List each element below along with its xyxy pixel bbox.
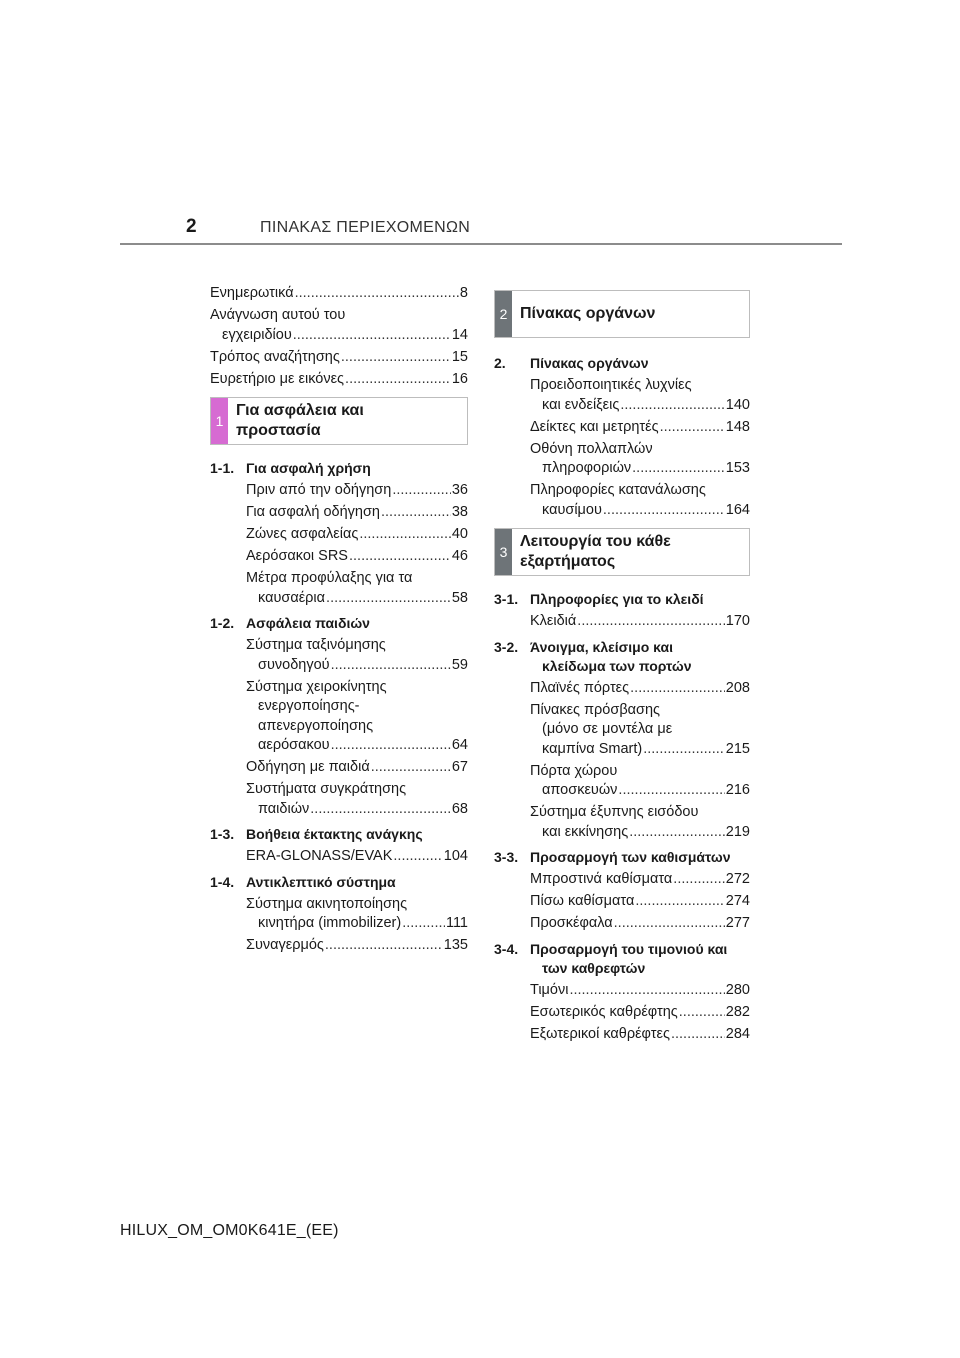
toc-entry-label: καμπίνα Smart) (542, 740, 643, 757)
toc-page-number: 164 (725, 501, 750, 518)
dot-leader (603, 501, 725, 521)
toc-heading-3-1[interactable]: 3-1. Πληροφορίες για το κλειδί (494, 591, 704, 607)
dot-leader (635, 892, 724, 912)
dot-leader (673, 870, 725, 890)
toc-entry-label: αποσκευών (542, 782, 618, 798)
toc-entry[interactable] (530, 612, 750, 632)
toc-entry[interactable] (210, 306, 468, 345)
toc-page-number: 36 (451, 482, 468, 498)
toc-entry-label: Τρόπος αναζήτησης (210, 348, 340, 365)
toc-page-number: 219 (725, 823, 750, 840)
toc-entry[interactable] (530, 914, 750, 934)
toc-heading-3-4[interactable]: 3-4. Προσαρμογή του τιμονιού και των καθρεφτών (494, 940, 728, 976)
toc-items-3-3 (494, 870, 750, 934)
toc-page-number: 153 (725, 460, 750, 476)
dot-leader (643, 740, 725, 760)
dot-leader (326, 589, 451, 609)
toc-entry-label: καυσίμου (542, 501, 602, 518)
section-3-banner[interactable] (494, 528, 750, 576)
toc-entry-label: Οδήγηση με παιδιά (246, 759, 370, 775)
toc-heading-3-3[interactable]: 3-3. Προσαρμογή των καθισμάτων (494, 849, 731, 865)
toc-entry-label: και εκκίνησης (542, 823, 629, 840)
toc-entry-text: Πίνακες πρόσβασης (530, 701, 661, 718)
toc-page-number: 170 (725, 613, 750, 629)
toc-entry-text: Σύστημα ταξινόμησης (246, 637, 386, 653)
toc-items-3-4 (494, 981, 750, 1045)
toc-entry-text: Σύστημα έξυπνης εισόδου (530, 804, 699, 820)
toc-entry[interactable] (246, 547, 468, 567)
toc-entry-label: εγχειριδίου (222, 326, 292, 343)
toc-entry[interactable] (210, 370, 468, 390)
section-1-banner[interactable] (210, 397, 468, 445)
toc-entry-text: Πληροφορίες κατανάλωσης (530, 482, 706, 498)
toc-entry-label: ERA-GLONASS/EVAK (246, 848, 393, 864)
toc-entry[interactable] (530, 440, 750, 479)
toc-entry[interactable] (530, 870, 750, 890)
dot-leader (331, 736, 451, 756)
toc-page-number: 40 (451, 526, 468, 542)
toc-page-number: 274 (725, 893, 750, 909)
section-1-title: Για ασφάλεια και προστασία (236, 402, 364, 439)
section-2-title: Πίνακας οργάνων (520, 305, 656, 322)
toc-entry-label: συνοδηγού (258, 656, 330, 673)
toc-page-number: 38 (451, 504, 468, 520)
toc-items-3-2 (494, 679, 750, 843)
toc-entry[interactable] (530, 1025, 750, 1045)
toc-entry[interactable] (210, 284, 468, 304)
toc-entry-label: Πίσω καθίσματα (530, 893, 635, 909)
section-1-tab: 1 (211, 398, 228, 444)
toc-entry[interactable] (530, 418, 750, 438)
toc-entry[interactable] (246, 895, 468, 934)
toc-entry-label: Συναγερμός (246, 937, 324, 953)
toc-page-number: 58 (451, 589, 468, 606)
section-2-banner[interactable] (494, 290, 750, 338)
dot-leader (630, 679, 725, 699)
dot-leader (679, 1003, 725, 1023)
dot-leader (618, 781, 724, 801)
toc-entry-label: Ζώνες ασφαλείας (246, 526, 359, 542)
toc-heading-1-1[interactable]: 1-1. Για ασφαλή χρήση (210, 460, 371, 476)
toc-entry[interactable] (246, 569, 468, 608)
toc-entry-label: και ενδείξεις (542, 396, 620, 413)
toc-entry[interactable] (530, 892, 750, 912)
toc-items-1-1 (210, 481, 468, 608)
toc-heading-3-2[interactable]: 3-2. Άνοιγμα, κλείσιμο και κλείδωμα των πορτών (494, 638, 692, 674)
toc-heading-1-2[interactable]: 1-2. Ασφάλεια παιδιών (210, 615, 370, 631)
toc-entry-text: Οθόνη πολλαπλών (530, 440, 653, 457)
toc-entry-label: Εσωτερικός καθρέφτης (530, 1003, 678, 1020)
toc-entry-label: Ευρετήριο με εικόνες (210, 370, 345, 387)
toc-page-number: 140 (725, 396, 750, 413)
toc-entry[interactable] (530, 679, 750, 699)
toc-entry[interactable] (246, 758, 468, 778)
toc-entry-text: Σύστημα χειροκίνητης (246, 678, 387, 695)
toc-entry-text: Πόρτα χώρου (530, 762, 618, 779)
toc-entry[interactable] (210, 348, 468, 368)
toc-entry-label: Πριν από την οδήγηση (246, 482, 392, 498)
dot-leader (359, 525, 451, 545)
toc-entry-label: καυσαέρια (258, 589, 326, 606)
dot-leader (371, 758, 451, 778)
toc-entry[interactable] (246, 780, 468, 819)
toc-heading-1-4[interactable]: 1-4. Αντικλεπτικό σύστημα (210, 873, 396, 890)
toc-page-number: 104 (443, 848, 468, 864)
page-header (120, 216, 842, 246)
toc-entry-label: Αερόσακοι SRS (246, 548, 348, 564)
toc-entry[interactable] (530, 1003, 750, 1023)
dot-leader (660, 418, 725, 438)
toc-items-3-1 (494, 612, 750, 632)
toc-entry[interactable] (246, 678, 468, 756)
toc-page-number: 59 (451, 656, 468, 673)
toc-entry[interactable] (246, 503, 468, 523)
page-number: 2 (186, 216, 197, 237)
section-2-tab: 2 (495, 291, 512, 337)
toc-page-number: 148 (725, 418, 750, 435)
toc-page-number: 215 (725, 740, 750, 757)
toc-page-number: 282 (725, 1003, 750, 1020)
toc-entry-label: Εξωτερικοί καθρέφτες (530, 1025, 670, 1042)
header-divider (120, 243, 842, 245)
toc-intro (210, 284, 468, 389)
toc-entry-text: ενεργοποίησης- (258, 698, 360, 714)
toc-page-number: 277 (725, 915, 750, 931)
toc-page-number: 280 (725, 981, 750, 998)
toc-heading-1-3[interactable]: 1-3. Βοήθεια έκτακτης ανάγκης (210, 826, 423, 842)
toc-entry[interactable] (530, 701, 750, 760)
toc-entry-text: (μόνο σε μοντέλα με (542, 721, 673, 737)
toc-right-column (494, 290, 750, 1047)
dot-leader (614, 914, 725, 934)
toc-items-1-2 (210, 636, 468, 819)
toc-page-number: 68 (451, 800, 468, 817)
dot-leader (310, 800, 451, 820)
toc-page-number: 15 (451, 348, 468, 365)
section-3-tab: 3 (495, 529, 512, 575)
toc-items-1-3 (210, 847, 468, 867)
toc-entry[interactable] (246, 481, 468, 501)
toc-entry[interactable] (530, 803, 750, 842)
toc-page-number: 111 (445, 915, 468, 931)
toc-page-number: 135 (443, 937, 468, 953)
dot-leader (392, 481, 451, 501)
toc-entry[interactable] (246, 636, 468, 675)
dot-leader (629, 823, 725, 843)
toc-items-1-4 (210, 895, 468, 956)
dot-leader (402, 914, 445, 934)
toc-entry-text: Σύστημα ακινητοποίησης (246, 895, 408, 912)
toc-page-number: 216 (725, 782, 750, 798)
toc-page-number: 208 (725, 679, 750, 696)
toc-entry-text: Προειδοποιητικές λυχνίες (530, 377, 692, 393)
toc-entry[interactable] (530, 981, 750, 1001)
dot-leader (341, 348, 451, 368)
dot-leader (569, 981, 724, 1001)
dot-leader (671, 1025, 725, 1045)
toc-page-number: 46 (451, 548, 468, 564)
dot-leader (325, 936, 443, 956)
dot-leader (393, 847, 442, 867)
dot-leader (293, 326, 451, 346)
toc-page-number: 64 (451, 737, 468, 753)
dot-leader (345, 370, 451, 390)
toc-page-number: 8 (459, 285, 468, 301)
toc-entry-label: Δείκτες και μετρητές (530, 418, 659, 435)
toc-entry-label: Πλαϊνές πόρτες (530, 679, 630, 696)
toc-items-2 (494, 376, 750, 520)
toc-entry-text: Συστήματα συγκράτησης (246, 781, 407, 797)
toc-entry-label: Για ασφαλή οδήγηση (246, 504, 380, 520)
toc-entry-label: κινητήρα (immobilizer) (258, 915, 402, 931)
toc-entry-text: απενεργοποίησης (258, 717, 374, 734)
toc-entry-label: παιδιών (258, 800, 310, 817)
toc-entry[interactable] (530, 376, 750, 415)
toc-entry-label: Μπροστινά καθίσματα (530, 871, 673, 887)
toc-page-number: 284 (725, 1025, 750, 1042)
toc-page-number: 14 (451, 326, 468, 343)
section-3-title: Λειτουργία του κάθε εξαρτήματος (520, 533, 671, 570)
document-code: HILUX_OM_OM0K641E_(EE) (120, 1222, 339, 1239)
toc-left-column (210, 284, 468, 958)
toc-entry-label: Προσκέφαλα (530, 915, 613, 931)
toc-entry[interactable] (246, 936, 468, 956)
toc-page-number: 16 (451, 370, 468, 387)
dot-leader (295, 284, 459, 304)
toc-entry[interactable] (530, 762, 750, 801)
toc-entry-text: Μέτρα προφύλαξης για τα (246, 570, 413, 586)
toc-entry[interactable] (530, 481, 750, 520)
page-title: ΠΙΝΑΚΑΣ ΠΕΡΙΕΧΟΜΕΝΩΝ (260, 219, 471, 236)
toc-page-number: 272 (725, 871, 750, 887)
toc-entry-text: Ανάγνωση αυτού του (210, 307, 346, 323)
toc-entry-label: αερόσακου (258, 737, 330, 753)
dot-leader (632, 459, 725, 479)
toc-heading-2[interactable]: 2. Πίνακας οργάνων (494, 355, 649, 371)
toc-entry[interactable] (246, 525, 468, 545)
toc-entry-label: πληροφοριών (542, 460, 632, 476)
toc-entry-label: Τιμόνι (530, 981, 569, 998)
toc-page-number: 67 (451, 759, 468, 775)
toc-entry-label: Ενημερωτικά (210, 285, 294, 301)
dot-leader (577, 612, 725, 632)
toc-entry-label: Κλειδιά (530, 613, 577, 629)
toc-entry[interactable] (246, 847, 468, 867)
dot-leader (331, 656, 451, 676)
dot-leader (381, 503, 451, 523)
dot-leader (620, 396, 724, 416)
dot-leader (349, 547, 451, 567)
